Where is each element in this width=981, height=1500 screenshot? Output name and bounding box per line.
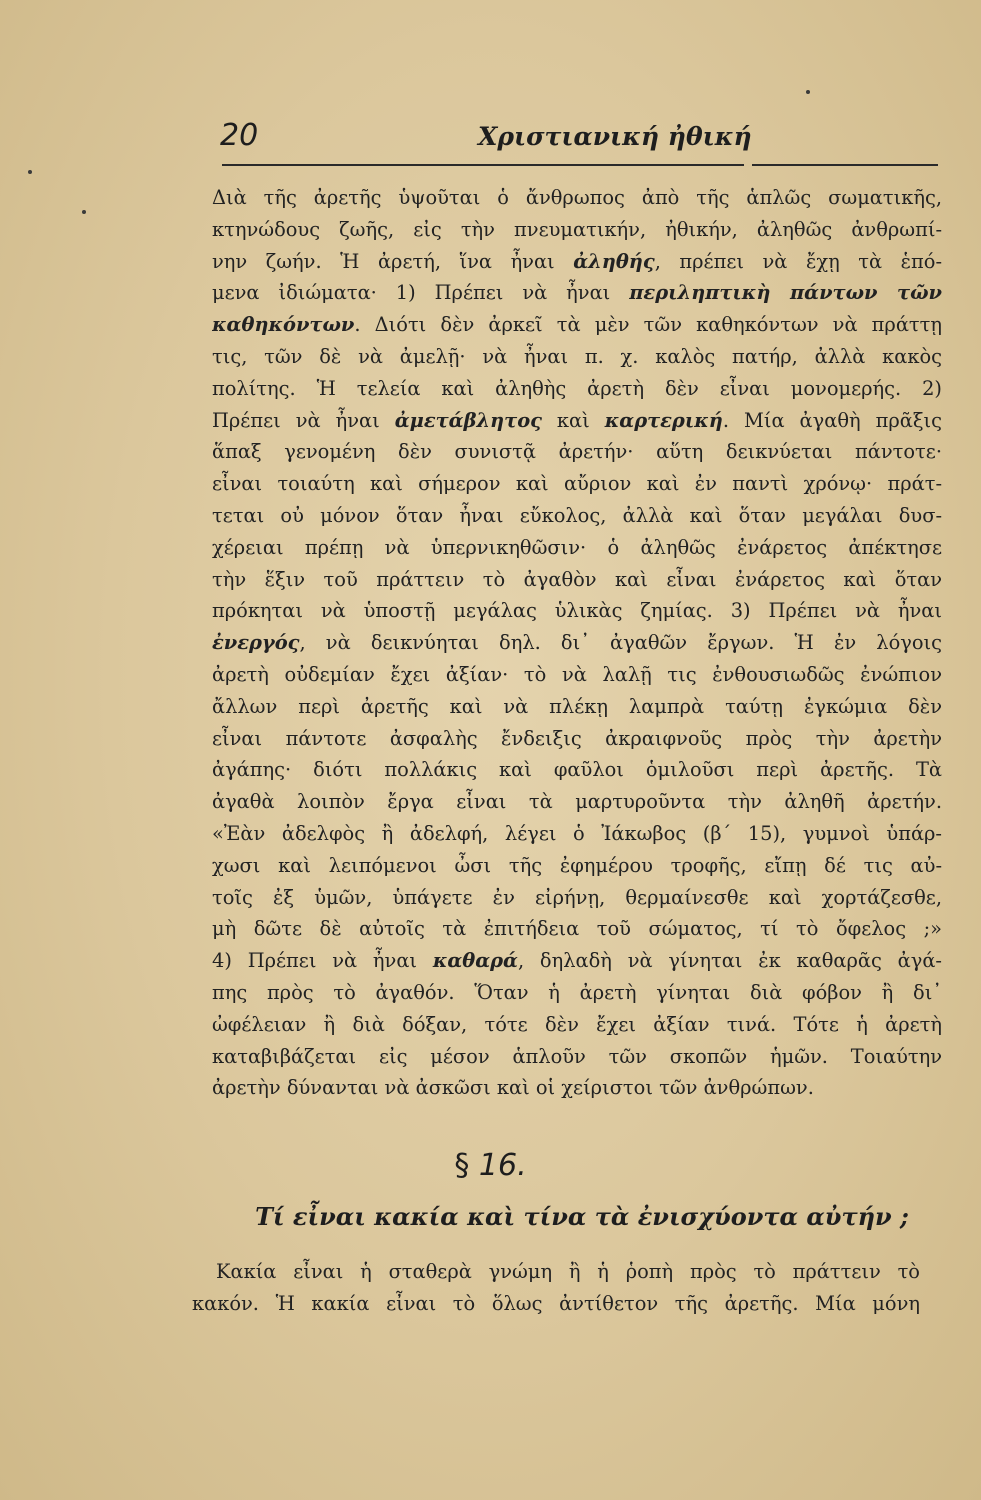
section-paragraph: [192, 1256, 920, 1320]
text-run: , νὰ δεικνύηται δηλ. δι᾿ ἀγαθῶν ἔργων. Ἡ ἐν λόγοις: [299, 631, 942, 655]
print-speck: [28, 170, 32, 174]
text-run: καὶ: [541, 408, 605, 432]
text-line: [212, 786, 942, 818]
text-line: [212, 659, 942, 691]
text-run: ἀγαθὰ λοιπὸν ἔργα εἶναι τὰ μαρτυροῦντα τὴν ἀληθῆ ἀρετήν.: [212, 790, 942, 814]
emphasis-run: καθηκόντων: [212, 313, 355, 337]
section-number: 16.: [478, 1148, 527, 1183]
text-line: [212, 341, 942, 373]
text-line: [212, 246, 942, 278]
text-line: [212, 691, 942, 723]
text-line: κακόν. Ἡ κακία εἶναι τὸ ὅλως ἀντίθετον τῆς ἀρετῆς. Μία μόνη: [192, 1292, 920, 1315]
text-run: ἅπαξ γενομένη δὲν συνιστᾷ ἀρετήν· αὕτη δεικνύεται πάντοτε·: [212, 440, 942, 464]
text-line: [212, 532, 942, 564]
header-rule: [752, 164, 938, 166]
text-line: [212, 850, 942, 882]
text-line: [212, 818, 942, 850]
text-line: [212, 882, 942, 914]
text-run: τὴν ἕξιν τοῦ πράττειν τὸ ἀγαθὸν καὶ εἶναι ἐνάρετος καὶ ὅταν: [212, 567, 942, 591]
emphasis-run: καθαρά: [432, 949, 518, 973]
text-line: [212, 436, 942, 468]
text-line: Κακία εἶναι ἡ σταθερὰ γνώμη ἢ ἡ ῥοπὴ πρὸς τὸ πράττειν τὸ: [216, 1260, 920, 1283]
text-line: [212, 468, 942, 500]
text-line: [212, 373, 942, 405]
text-run: καταβιβάζεται εἰς μέσον ἁπλοῦν τῶν σκοπῶν ἡμῶν. Τοιαύτην: [212, 1044, 942, 1068]
text-run: εἶναι πάντοτε ἀσφαλὴς ἔνδειξις ἀκραιφνοῦς πρὸς τὴν ἀρετὴν: [212, 726, 942, 750]
text-run: . Διότι δὲν ἀρκεῖ τὰ μὲν τῶν καθηκόντων νὰ πράττῃ: [354, 313, 942, 337]
text-run: μενα ἰδιώματα· 1) Πρέπει νὰ ἦναι: [212, 281, 630, 305]
body-paragraph: [212, 182, 942, 1104]
text-run: ἀγάπης· διότι πολλάκις καὶ φαῦλοι ὁμιλοῦσι περὶ ἀρετῆς. Τὰ: [212, 758, 942, 782]
text-run: Πρέπει νὰ ἦναι: [212, 408, 395, 432]
text-run: , πρέπει νὰ ἔχῃ τὰ ἑπό-: [654, 249, 942, 273]
text-line: [212, 277, 942, 309]
print-speck: [82, 210, 86, 214]
text-line: [212, 627, 942, 659]
emphasis-run: ἀληθής: [573, 249, 655, 273]
text-line: [212, 500, 942, 532]
text-run: Διὰ τῆς ἀρετῆς ὑψοῦται ὁ ἄνθρωπος ἀπὸ τῆς ἁπλῶς σωματικῆς,: [212, 186, 942, 209]
text-line: [212, 214, 942, 246]
print-speck: [806, 90, 810, 94]
text-run: εἶναι τοιαύτη καὶ σήμερον καὶ αὔριον καὶ ἐν παντὶ χρόνῳ· πράτ-: [212, 472, 942, 496]
text-run: ἄλλων περὶ ἀρετῆς καὶ νὰ πλέκῃ λαμπρὰ ταύτῃ ἐγκώμια δὲν: [212, 694, 942, 718]
text-run: τεται οὐ μόνον ὅταν ἦναι εὔκολος, ἀλλὰ καὶ ὅταν μεγάλαι δυσ-: [212, 503, 942, 527]
text-run: μὴ δῶτε δὲ αὐτοῖς τὰ ἐπιτήδεια τοῦ σώματος, τί τὸ ὄφελος ;»: [212, 917, 942, 941]
page-header: [220, 118, 940, 158]
text-line: [212, 723, 942, 755]
text-run: . Μία ἀγαθὴ πρᾶξις: [722, 408, 942, 432]
text-line: [212, 977, 942, 1009]
text-run: ὠφέλειαν ἢ διὰ δόξαν, τότε δὲν ἔχει ἀξίαν τινά. Τότε ἡ ἀρετὴ: [212, 1012, 942, 1036]
section-symbol: §: [454, 1148, 470, 1183]
text-line: [212, 1041, 942, 1073]
text-run: χέρειαι πρέπῃ νὰ ὑπερνικηθῶσιν· ὁ ἀληθῶς ἐνάρετος ἀπέκτησε: [212, 535, 942, 559]
text-run: κτηνώδους ζωῆς, εἰς τὴν πνευματικήν, ἠθικήν, ἀληθῶς ἀνθρωπί-: [212, 217, 942, 241]
text-run: νην ζωήν. Ἡ ἀρετή, ἵνα ἦναι: [212, 249, 574, 273]
section-heading: [0, 1148, 981, 1183]
header-rule: [222, 164, 744, 166]
emphasis-run: περιληπτικὴ πάντων τῶν: [629, 281, 942, 305]
text-line: [212, 405, 942, 437]
text-run: πρόκηται νὰ ὑποστῇ μεγάλας ὑλικὰς ζημίας. 3) Πρέπει νὰ ἦναι: [212, 599, 942, 623]
text-run: πολίτης. Ἡ τελεία καὶ ἀληθὴς ἀρετὴ δὲν εἶναι μονομερής. 2): [212, 376, 942, 400]
emphasis-run: καρτερική: [604, 408, 723, 432]
page-number: 20: [220, 118, 259, 153]
text-run: , δηλαδὴ νὰ γίνηται ἐκ καθαρᾶς ἀγά-: [517, 949, 942, 973]
text-run: ἀρετὴν δύνανται νὰ ἀσκῶσι καὶ οἱ χείριστοι τῶν ἀνθρώπων.: [212, 1076, 814, 1100]
text-line: [212, 945, 942, 977]
text-run: 4) Πρέπει νὰ ἦναι: [212, 949, 433, 973]
emphasis-run: ἀμετάβλητος: [394, 408, 542, 432]
text-run: χωσι καὶ λειπόμενοι ὦσι τῆς ἐφημέρου τροφῆς, εἴπῃ δέ τις αὐ-: [212, 853, 942, 877]
emphasis-run: ἐνεργός: [212, 631, 300, 655]
text-line: [212, 913, 942, 945]
text-line: [212, 595, 942, 627]
text-run: τοῖς ἐξ ὑμῶν, ὑπάγετε ἐν εἰρήνῃ, θερμαίνεσθε καὶ χορτάζεσθε,: [212, 885, 942, 909]
section-title: Τί εἶναι κακία καὶ τίνα τὰ ἐνισχύοντα αὐτήν ;: [255, 1202, 909, 1231]
text-line: [212, 1009, 942, 1041]
text-line: [212, 754, 942, 786]
text-line: [212, 1072, 942, 1104]
text-run: τις, τῶν δὲ νὰ ἀμελῇ· νὰ ἦναι π. χ. καλὸς πατήρ, ἀλλὰ κακὸς: [212, 344, 942, 368]
text-run: ἀρετὴ οὐδεμίαν ἔχει ἀξίαν· τὸ νὰ λαλῇ τις ἐνθουσιωδῶς ἐνώπιον: [212, 662, 942, 686]
text-run: «Ἐὰν ἀδελφὸς ἢ ἀδελφή, λέγει ὁ Ἰάκωβος (β΄ 15), γυμνοὶ ὑπάρ-: [212, 821, 942, 845]
text-line: [212, 182, 942, 214]
text-run: πης πρὸς τὸ ἀγαθόν. Ὅταν ἡ ἀρετὴ γίνηται διὰ φόβον ἢ δι᾿: [212, 980, 942, 1004]
text-line: [212, 564, 942, 596]
text-line: [212, 309, 942, 341]
running-title: Χριστιανική ἠθική: [478, 122, 752, 151]
